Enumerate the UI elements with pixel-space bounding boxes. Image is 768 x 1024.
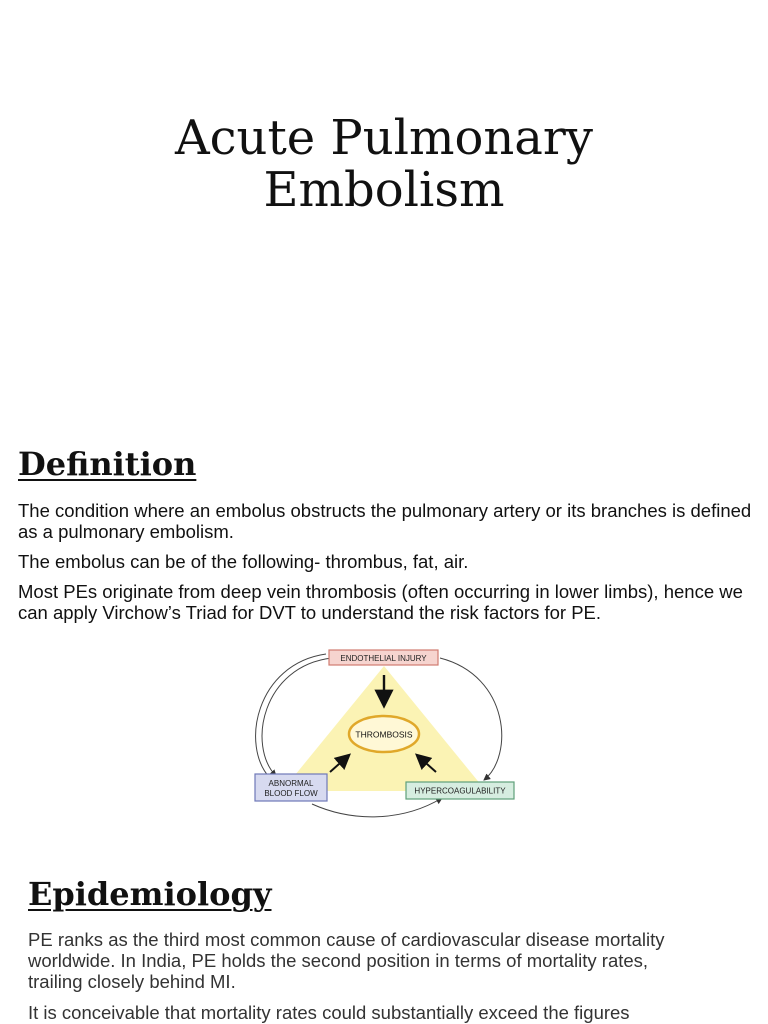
definition-paragraph-3: Most PEs originate from deep vein thrombosis (often occurring in lower limbs), hence we can apply Virchow’s Triad for DVT to understand the risk factors for PE. [18, 581, 743, 623]
definition-paragraph-1: The condition where an embolus obstructs the pulmonary artery or its branches is defined as a pulmonary embolism. [18, 500, 752, 542]
thrombosis-label: THROMBOSIS [355, 729, 413, 740]
hypercoagulability-label: HYPERCOAGULABILITY [414, 786, 506, 796]
epidemiology-paragraph-1: PE ranks as the third most common cause of cardiovascular disease mortality worldwide. In India, PE holds the second position in terms of mortality rates, trailing closely behind MI. [28, 929, 665, 992]
title-line-1: Acute Pulmonary [175, 110, 593, 166]
cycle-arrow-bottom [312, 798, 442, 817]
epidemiology-paragraph-2: It is conceivable that mortality rates could substantially exceed the figures [28, 1002, 630, 1023]
definition-paragraph-2: The embolus can be of the following- thrombus, fat, air. [18, 551, 469, 572]
abnormal-blood-flow-label-line-1: ABNORMAL [268, 779, 314, 788]
virchows-triad-diagram [252, 646, 516, 820]
title-line-2: Embolism [263, 162, 505, 218]
endothelial-injury-label: ENDOTHELIAL INJURY [340, 654, 427, 663]
epidemiology-heading: Epidemiology [28, 875, 272, 913]
abnormal-blood-flow-label-line-2: BLOOD FLOW [264, 789, 318, 798]
page-title [0, 112, 768, 216]
definition-heading: Definition [18, 445, 197, 483]
